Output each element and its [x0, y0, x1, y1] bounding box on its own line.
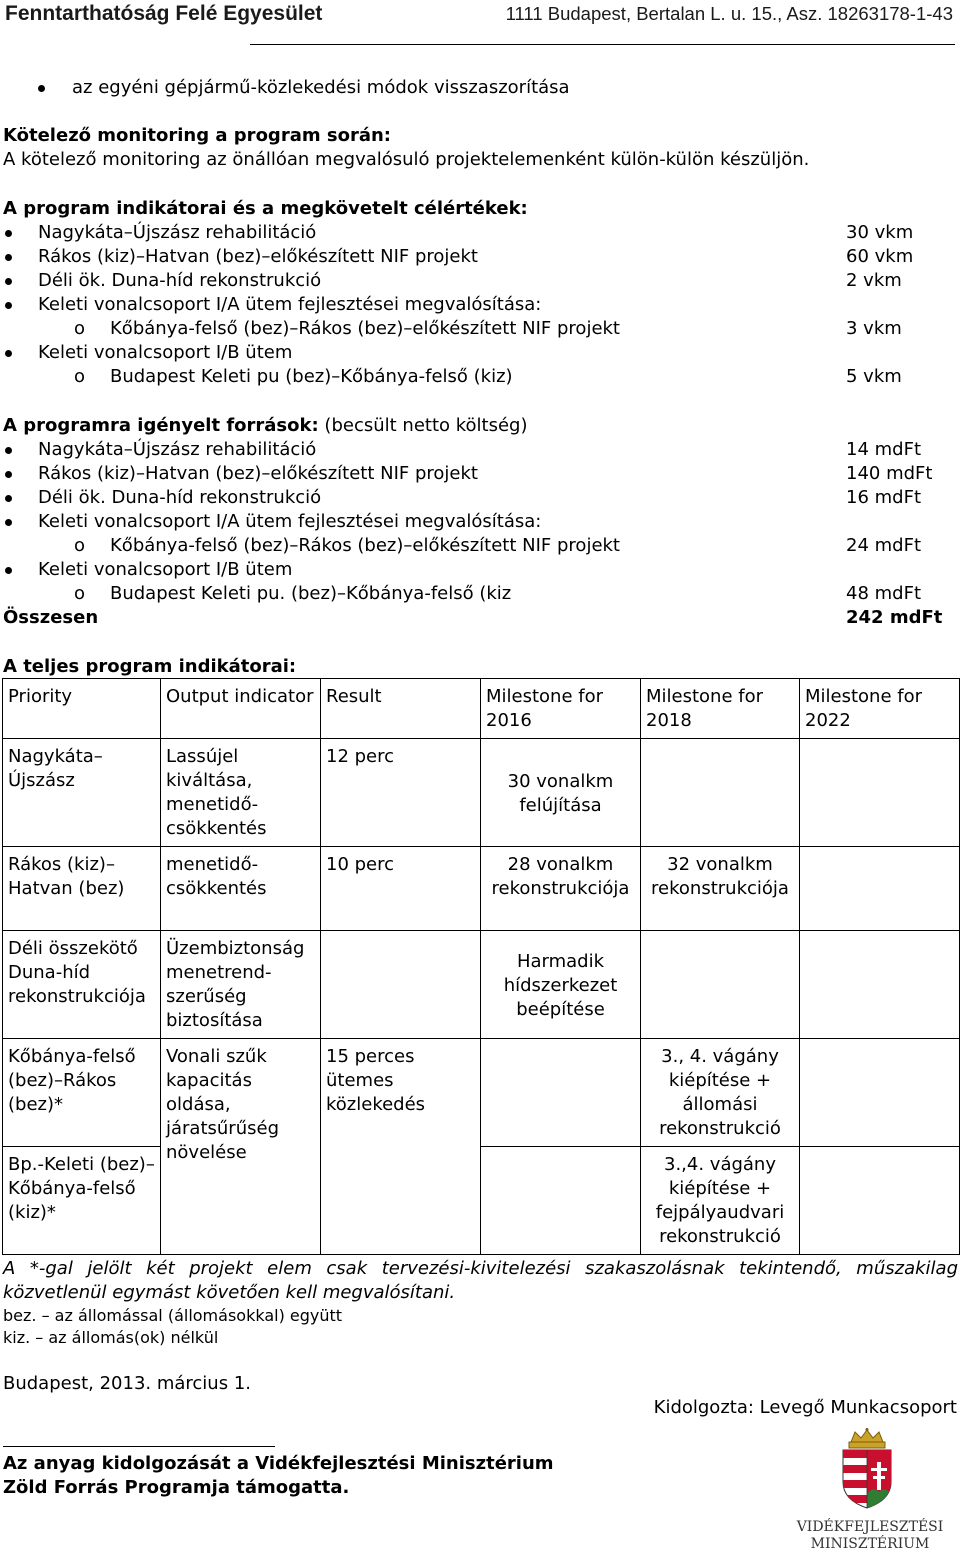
indicator-value: 60 vkm	[846, 246, 914, 267]
table-cell	[641, 931, 800, 1039]
bullet-icon	[5, 567, 12, 574]
table-cell: 10 perc	[321, 847, 481, 931]
table-cell: 3.,4. vágány kiépítése + fejpályaudvari rekonstrukció	[641, 1147, 800, 1255]
table-cell: Vonali szűk kapacitás oldása, járatsűrűség növelése	[161, 1039, 321, 1255]
source-label: Kőbánya-felső (bez)–Rákos (bez)–előkészített NIF projekt	[110, 535, 620, 556]
sources-heading-line	[3, 415, 528, 436]
sources-heading: A programra igényelt források:	[3, 415, 319, 436]
hungarian-coat-of-arms-icon	[785, 1428, 955, 1550]
bullet-icon	[5, 230, 12, 237]
table-header-cell: Result	[321, 679, 481, 739]
table-cell: 3., 4. vágány kiépítése + állomási rekonstrukció	[641, 1039, 800, 1147]
table-cell	[800, 739, 960, 847]
bullet-icon	[38, 85, 45, 92]
bullet-icon	[5, 471, 12, 478]
indicators-heading: A program indikátorai és a megkövetelt célértékek:	[3, 198, 528, 219]
sub-bullet-icon: o	[74, 583, 86, 604]
indicator-label: Budapest Keleti pu (bez)–Kőbánya-felső (kiz)	[110, 366, 513, 387]
table-cell	[800, 847, 960, 931]
table-row	[3, 739, 960, 847]
table-header-row	[3, 679, 960, 739]
asterisk-note: A *-gal jelölt két projekt elem csak tervezési-kivitelezési szakaszolásnak tekintendő, műszakilag közvetlenül egymást követően kell megvalósítani.	[3, 1258, 958, 1303]
indicator-label: Keleti vonalcsoport I/A ütem fejlesztései megvalósítása:	[38, 294, 542, 315]
sub-bullet-icon: o	[74, 366, 86, 387]
table-cell: 32 vonalkm rekonstrukciója	[641, 847, 800, 931]
source-label: Budapest Keleti pu. (bez)–Kőbánya-felső (kiz	[110, 583, 512, 604]
table-cell	[481, 1147, 641, 1255]
header-rule	[250, 44, 955, 45]
kiz-note: kiz. – az állomás(ok) nélkül	[3, 1328, 219, 1347]
bullet-icon	[5, 495, 12, 502]
logo-text-1: VIDÉKFEJLESZTÉSI	[796, 1519, 944, 1535]
indicator-value: 3 vkm	[846, 318, 902, 339]
source-label: Déli ök. Duna-híd rekonstrukció	[38, 487, 322, 508]
bullet-icon	[5, 302, 12, 309]
table-cell	[321, 931, 481, 1039]
monitoring-text: A kötelező monitoring az önállóan megvalósuló projektelemenként külön-külön készüljön.	[3, 149, 810, 170]
bullet-icon	[5, 278, 12, 285]
bullet-icon	[5, 447, 12, 454]
indicator-value: 5 vkm	[846, 366, 902, 387]
source-value: 48 mdFt	[846, 583, 921, 604]
table-header-cell: Milestone for 2016	[481, 679, 641, 739]
sources-total-value: 242 mdFt	[846, 607, 943, 628]
source-label: Keleti vonalcsoport I/B ütem	[38, 559, 293, 580]
table-header-cell: Priority	[3, 679, 161, 739]
table-row	[3, 1147, 960, 1255]
table-cell: menetidő-csökkentés	[161, 847, 321, 931]
page-header	[5, 2, 955, 30]
indicator-label: Déli ök. Duna-híd rekonstrukció	[38, 270, 322, 291]
intro-bullet-text: az egyéni gépjármű-közlekedési módok visszaszorítása	[72, 77, 570, 98]
footer-line-2: Zöld Forrás Programja támogatta.	[3, 1477, 350, 1498]
table-row	[3, 1039, 960, 1147]
table-cell	[641, 739, 800, 847]
sub-bullet-icon: o	[74, 535, 86, 556]
table-cell: Üzembiztonság menetrend-szerűség biztosítása	[161, 931, 321, 1039]
bullet-icon	[5, 350, 12, 357]
table-cell: Harmadik hídszerkezet beépítése	[481, 931, 641, 1039]
table-cell: Nagykáta–Újszász	[3, 739, 161, 847]
source-label: Nagykáta–Újszász rehabilitáció	[38, 439, 317, 460]
table-header-cell: Milestone for 2018	[641, 679, 800, 739]
author: Kidolgozta: Levegő Munkacsoport	[653, 1397, 957, 1418]
table-cell: 12 perc	[321, 739, 481, 847]
indicator-label: Keleti vonalcsoport I/B ütem	[38, 342, 293, 363]
table-heading: A teljes program indikátorai:	[3, 656, 297, 677]
sub-bullet-icon: o	[74, 318, 86, 339]
source-value: 24 mdFt	[846, 535, 921, 556]
source-value: 16 mdFt	[846, 487, 921, 508]
table-cell: Kőbánya-felső (bez)–Rákos (bez)*	[3, 1039, 161, 1147]
table-header-cell: Output indicator	[161, 679, 321, 739]
table-cell: 30 vonalkm felújítása	[481, 739, 641, 847]
place-date: Budapest, 2013. március 1.	[3, 1373, 251, 1394]
org-address: 1111 Budapest, Bertalan L. u. 15., Asz. 18263178-1-43	[505, 3, 953, 24]
source-value: 140 mdFt	[846, 463, 933, 484]
indicator-label: Nagykáta–Újszász rehabilitáció	[38, 222, 317, 243]
indicator-label: Rákos (kiz)–Hatvan (bez)–előkészített NIF projekt	[38, 246, 478, 267]
table-cell: Lassújel kiváltása, menetidő-csökkentés	[161, 739, 321, 847]
table-cell	[800, 1147, 960, 1255]
table-cell: 15 perces ütemes közlekedés	[321, 1039, 481, 1255]
table-header-cell: Milestone for 2022	[800, 679, 960, 739]
table-row	[3, 931, 960, 1039]
bullet-icon	[5, 519, 12, 526]
table-cell	[800, 1039, 960, 1147]
org-name: Fenntarthatóság Felé Egyesület	[5, 2, 323, 25]
table-cell: Bp.-Keleti (bez)–Kőbánya-felső (kiz)*	[3, 1147, 161, 1255]
monitoring-heading: Kötelező monitoring a program során:	[3, 125, 391, 146]
sources-total-label: Összesen	[3, 607, 99, 628]
indicator-value: 2 vkm	[846, 270, 902, 291]
table-cell: Rákos (kiz)–Hatvan (bez)	[3, 847, 161, 931]
logo-text-2: MINISZTÉRIUM	[810, 1536, 930, 1550]
indicator-value: 30 vkm	[846, 222, 914, 243]
table-row	[3, 847, 960, 931]
footnote-rule	[3, 1446, 275, 1447]
table-cell: 28 vonalkm rekonstrukciója	[481, 847, 641, 931]
source-label: Rákos (kiz)–Hatvan (bez)–előkészített NIF projekt	[38, 463, 478, 484]
table-cell	[800, 931, 960, 1039]
sources-heading-note: (becsült netto költség)	[324, 415, 528, 436]
indicator-table	[2, 678, 960, 1255]
bez-note: bez. – az állomással (állomásokkal) együtt	[3, 1306, 343, 1325]
table-cell	[481, 1039, 641, 1147]
table-cell: Déli összekötő Duna-híd rekonstrukciója	[3, 931, 161, 1039]
indicator-label: Kőbánya-felső (bez)–Rákos (bez)–előkészített NIF projekt	[110, 318, 620, 339]
source-label: Keleti vonalcsoport I/A ütem fejlesztései megvalósítása:	[38, 511, 542, 532]
ministry-logo	[785, 1428, 955, 1550]
source-value: 14 mdFt	[846, 439, 921, 460]
bullet-icon	[5, 254, 12, 261]
footer-line-1: Az anyag kidolgozását a Vidékfejlesztési Minisztérium	[3, 1453, 554, 1474]
